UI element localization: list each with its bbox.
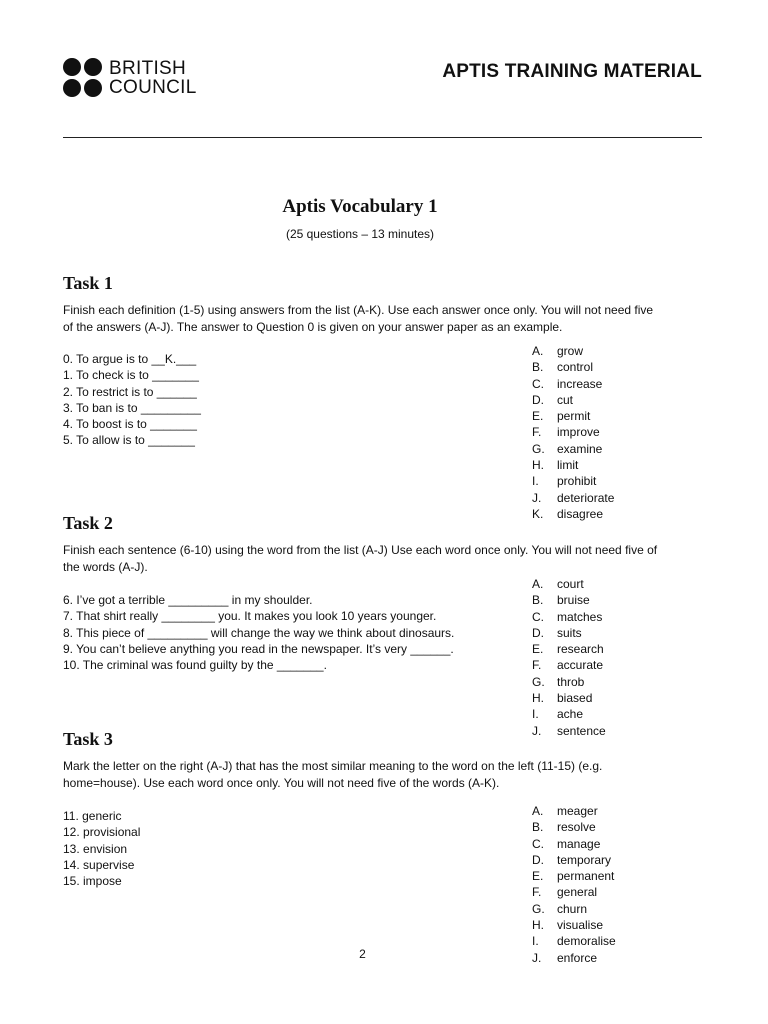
header-title: APTIS TRAINING MATERIAL xyxy=(442,61,702,82)
option-letter: E. xyxy=(532,642,544,657)
question-item: 1. To check is to _______ xyxy=(63,368,199,383)
option-letter: J. xyxy=(532,950,542,965)
option-word: accurate xyxy=(557,658,604,673)
option-letter: C. xyxy=(532,836,544,851)
option-item xyxy=(532,359,614,375)
option-letter: B. xyxy=(532,360,544,375)
option-letter: I. xyxy=(532,474,539,489)
option-word: cut xyxy=(557,392,574,407)
option-letter: D. xyxy=(532,625,544,640)
option-item xyxy=(532,723,606,739)
option-word: suits xyxy=(557,625,582,640)
option-word: temporary xyxy=(557,852,612,867)
question-item: 5. To allow is to _______ xyxy=(63,433,195,448)
option-word: permanent xyxy=(557,869,615,884)
option-letter: F. xyxy=(532,658,542,673)
option-word: enforce xyxy=(557,950,598,965)
option-letter: J. xyxy=(532,723,542,738)
option-word: throb xyxy=(557,674,585,689)
option-item xyxy=(532,852,616,868)
option-item xyxy=(532,641,606,657)
option-letter: E. xyxy=(532,409,544,424)
option-letter: E. xyxy=(532,869,544,884)
option-word: limit xyxy=(557,458,579,473)
task-1-heading: Task 1 xyxy=(63,273,113,293)
task-3-heading: Task 3 xyxy=(63,729,113,749)
logo-line-2: COUNCIL xyxy=(109,76,197,98)
task-1-questions xyxy=(63,351,201,449)
task-1-options xyxy=(532,343,614,522)
option-word: grow xyxy=(557,344,584,358)
option-item xyxy=(532,441,614,457)
option-word: court xyxy=(557,577,584,591)
option-item xyxy=(532,408,614,424)
option-letter: I. xyxy=(532,707,539,722)
option-word: meager xyxy=(557,804,598,818)
option-word: prohibit xyxy=(557,474,597,489)
option-letter: H. xyxy=(532,918,544,933)
option-word: deteriorate xyxy=(557,490,615,505)
logo-dots-icon xyxy=(63,58,102,97)
logo-wordmark xyxy=(109,59,197,97)
question-item: 14. supervise xyxy=(63,857,135,872)
option-letter: F. xyxy=(532,425,542,440)
question-item: 0. To argue is to __K.___ xyxy=(63,352,197,366)
option-word: resolve xyxy=(557,820,596,835)
british-council-logo xyxy=(63,58,197,97)
option-word: demoralise xyxy=(557,934,616,949)
option-letter: A. xyxy=(532,577,544,591)
task-3-questions xyxy=(63,808,140,889)
option-item xyxy=(532,625,606,641)
option-word: increase xyxy=(557,376,603,391)
option-item xyxy=(532,657,606,673)
task-2-heading: Task 2 xyxy=(63,513,113,533)
page-number: 2 xyxy=(359,947,366,961)
document-subtitle: (25 questions – 13 minutes) xyxy=(285,227,435,241)
option-item xyxy=(532,506,614,522)
task-3-options xyxy=(532,803,616,966)
option-word: general xyxy=(557,885,598,900)
task-1-instructions: Finish each definition (1-5) using answers from the list (A-K). Use each answer once only. You will not need five of the answers (A-J). The answer to Question 0 is given on your answer paper as an example. xyxy=(63,303,654,334)
option-letter: A. xyxy=(532,804,544,818)
option-item xyxy=(532,706,606,722)
option-item xyxy=(532,884,616,900)
option-word: matches xyxy=(557,609,603,624)
option-word: sentence xyxy=(557,723,606,738)
question-item: 8. This piece of _________ will change the way we think about dinosaurs. xyxy=(63,625,455,640)
header-divider xyxy=(63,137,702,138)
option-item xyxy=(532,473,614,489)
option-item xyxy=(532,609,606,625)
option-letter: D. xyxy=(532,852,544,867)
option-letter: H. xyxy=(532,458,544,473)
option-letter: G. xyxy=(532,674,545,689)
option-word: disagree xyxy=(557,506,604,521)
option-word: manage xyxy=(557,836,601,851)
question-item: 7. That shirt really ________ you. It makes you look 10 years younger. xyxy=(63,609,437,624)
option-letter: K. xyxy=(532,506,544,521)
question-item: 11. generic xyxy=(63,809,122,823)
option-item xyxy=(532,576,606,592)
option-item xyxy=(532,457,614,473)
option-word: permit xyxy=(557,409,591,424)
option-letter: C. xyxy=(532,376,544,391)
question-item: 10. The criminal was found guilty by the _______. xyxy=(63,658,327,673)
option-letter: D. xyxy=(532,392,544,407)
option-letter: F. xyxy=(532,885,542,900)
question-item: 15. impose xyxy=(63,874,122,889)
question-item: 4. To boost is to _______ xyxy=(63,417,197,432)
task-2-options xyxy=(532,576,606,739)
option-item xyxy=(532,901,616,917)
option-item xyxy=(532,674,606,690)
question-item: 3. To ban is to _________ xyxy=(63,400,201,415)
option-letter: G. xyxy=(532,901,545,916)
option-word: biased xyxy=(557,691,593,706)
option-letter: B. xyxy=(532,593,544,608)
option-word: visualise xyxy=(557,918,604,933)
option-item xyxy=(532,592,606,608)
option-letter: A. xyxy=(532,344,544,358)
option-word: control xyxy=(557,360,594,375)
task-2-instructions: Finish each sentence (6-10) using the word from the list (A-J) Use each word once only. You will not need five of the words (A-J). xyxy=(63,543,658,574)
option-word: ache xyxy=(557,707,584,722)
option-word: bruise xyxy=(557,593,590,608)
option-letter: G. xyxy=(532,441,545,456)
option-letter: H. xyxy=(532,691,544,706)
question-item: 13. envision xyxy=(63,841,128,856)
option-letter: I. xyxy=(532,934,539,949)
logo-line-1: BRITISH xyxy=(109,57,187,79)
question-item: 2. To restrict is to ______ xyxy=(63,384,197,399)
option-letter: B. xyxy=(532,820,544,835)
option-item xyxy=(532,836,616,852)
option-item xyxy=(532,690,606,706)
option-word: examine xyxy=(557,441,603,456)
option-item xyxy=(532,343,614,359)
question-item: 12. provisional xyxy=(63,825,141,840)
option-item xyxy=(532,803,616,819)
question-item: 9. You can’t believe anything you read in the newspaper. It’s very ______. xyxy=(63,641,454,656)
option-letter: J. xyxy=(532,490,542,505)
question-item: 6. I’ve got a terrible _________ in my shoulder. xyxy=(63,593,313,607)
option-item xyxy=(532,490,614,506)
document-title: Aptis Vocabulary 1 xyxy=(282,196,438,217)
task-3-instructions: Mark the letter on the right (A-J) that has the most similar meaning to the word on the left (11-15) (e.g. home=house). Use each word once only. You will not need five of the words (A-K). xyxy=(63,759,603,790)
option-letter: C. xyxy=(532,609,544,624)
task-2-questions xyxy=(63,592,454,673)
option-word: churn xyxy=(557,901,588,916)
option-item xyxy=(532,868,616,884)
option-item xyxy=(532,376,614,392)
option-word: improve xyxy=(557,425,600,440)
option-item xyxy=(532,917,616,933)
option-word: research xyxy=(557,642,604,657)
option-item xyxy=(532,424,614,440)
option-item xyxy=(532,819,616,835)
option-item xyxy=(532,392,614,408)
